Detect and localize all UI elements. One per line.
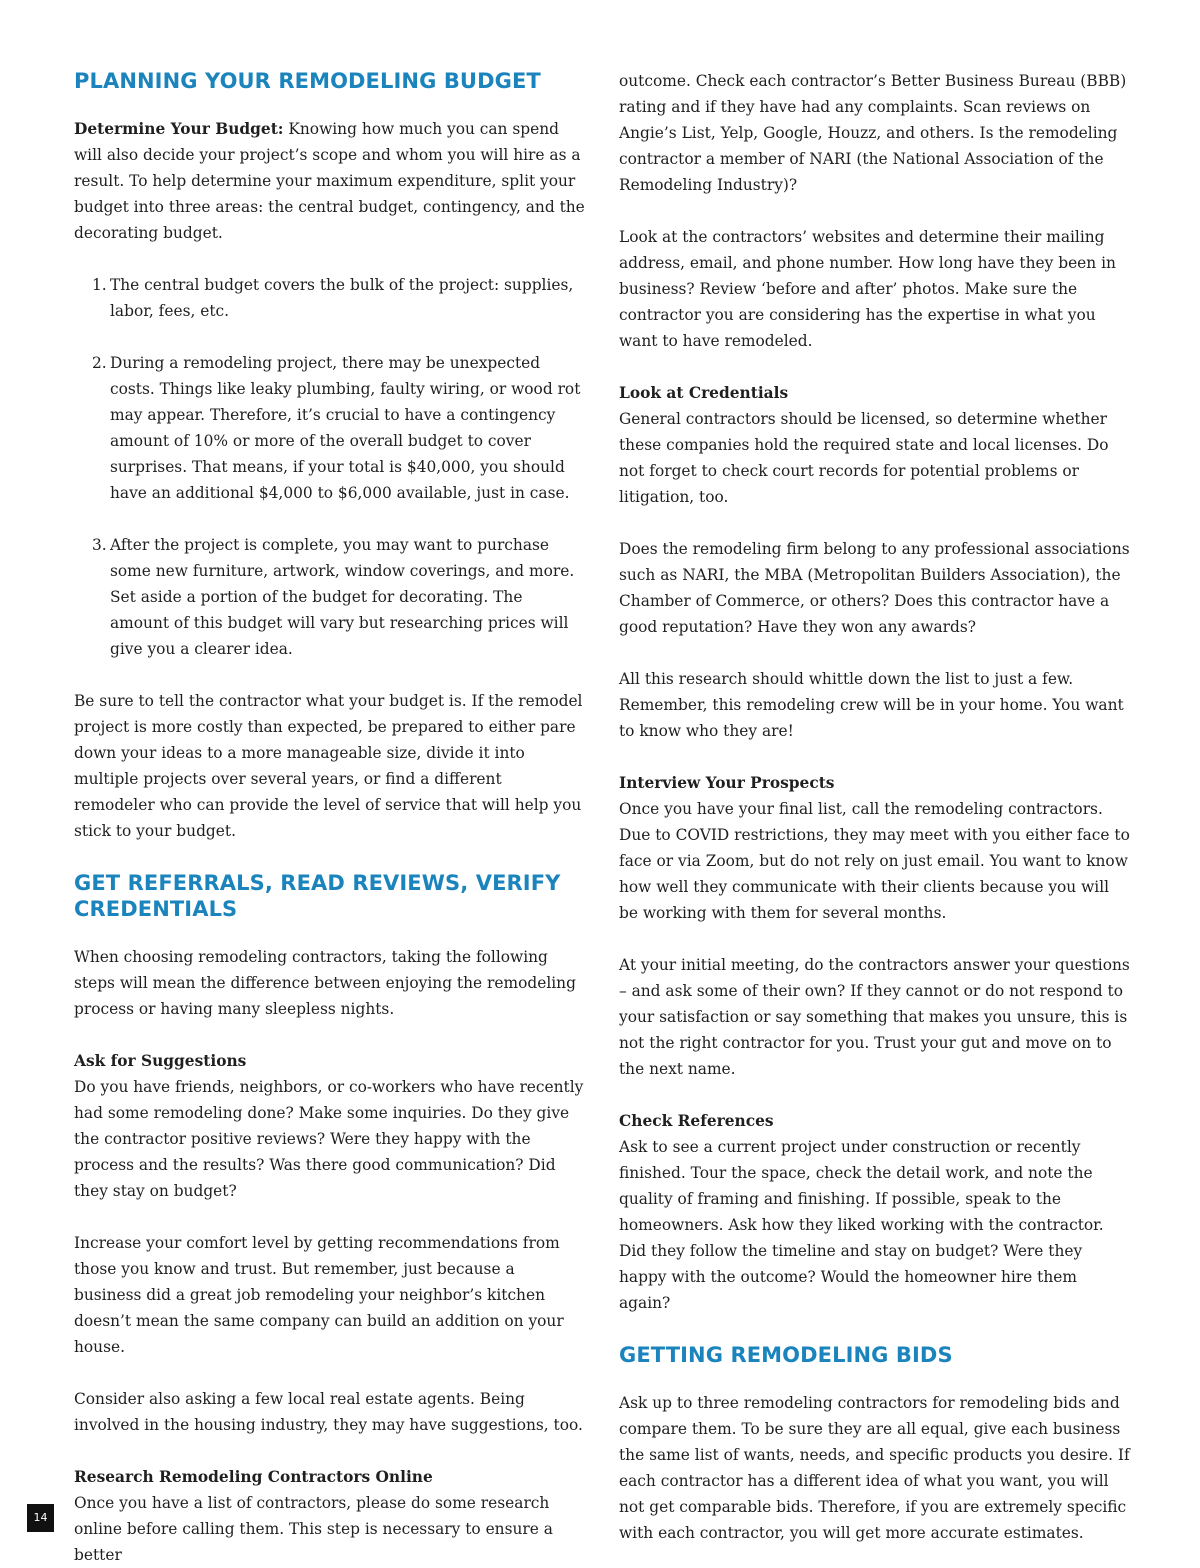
list-item-text: The central budget covers the bulk of the project: supplies, labor, fees, etc.	[110, 276, 574, 320]
heading-bids: GETTING REMODELING BIDS	[619, 1343, 953, 1367]
page-number: 14	[27, 1504, 54, 1532]
research-online-text: Once you have a list of contractors, please do some research online before calling them. This step is necessary to ensure a better	[74, 1494, 553, 1564]
list-item-text: After the project is complete, you may want to purchase some new furniture, artwork, window coverings, and more. Set aside a portion of the budget for decorating. The amount of this budget will vary but researching prices will give you a clearer idea.	[110, 536, 575, 658]
references-title: Check References	[619, 1112, 774, 1130]
websites-paragraph: Look at the contractors’ websites and determine their mailing address, email, and phone number. How long have they been in business? Review ‘before and after’ photos. Make sure the contractor you are considering has the expertise in what you want to have remodeled.	[619, 228, 1116, 350]
list-item-number: 2.	[92, 354, 107, 372]
bids-paragraph: Ask up to three remodeling contractors for remodeling bids and compare them. To be sure they are all equal, give each business the same list of wants, needs, and specific products you desire. If each contractor has a different idea of what you want, you will not get comparable bids. Therefore, if you are extremely specific with each contractor, you will get more accurate estimates.	[619, 1394, 1130, 1542]
left-column	[74, 68, 586, 1568]
credentials-title: Look at Credentials	[619, 384, 789, 402]
comfort-paragraph: Increase your comfort level by getting recommendations from those you know and trust. But remember, just because a business did a great job remodeling your neighbor’s kitchen doesn’t mean the same company can build an addition on your house.	[74, 1234, 564, 1356]
initial-meeting-paragraph: At your initial meeting, do the contractors answer your questions – and ask some of their own? If they cannot or do not respond to your satisfaction or say something that makes you unsure, this is not the right contractor for you. Trust your gut and move on to the next name.	[619, 956, 1130, 1078]
heading-planning-budget: PLANNING YOUR REMODELING BUDGET	[74, 69, 541, 93]
research-online-title: Research Remodeling Contractors Online	[74, 1468, 433, 1486]
ask-suggestions-text: Do you have friends, neighbors, or co-workers who have recently had some remodeling done? Make some inquiries. Do they give the contractor positive reviews? Were they happy with the process and the results? Was there good communication? Did they stay on budget?	[74, 1078, 584, 1200]
ask-suggestions-title: Ask for Suggestions	[74, 1052, 247, 1070]
credentials-paragraph	[619, 380, 1131, 510]
heading-referrals: GET REFERRALS, READ REVIEWS, VERIFY CREDENTIALS	[74, 871, 561, 921]
references-text: Ask to see a current project under construction or recently finished. Tour the space, check the detail work, and note the quality of framing and finishing. If possible, speak to the homeowners. Ask how they liked working with the contractor. Did they follow the timeline and stay on budget? Were they happy with the outcome? Would the homeowner hire them again?	[619, 1138, 1104, 1312]
interview-title: Interview Your Prospects	[619, 774, 835, 792]
determine-budget-paragraph	[74, 116, 586, 246]
interview-paragraph	[619, 770, 1131, 926]
ask-suggestions-paragraph	[74, 1048, 586, 1204]
tell-contractor-paragraph: Be sure to tell the contractor what your budget is. If the remodel project is more costly than expected, be prepared to either pare down your ideas to a more manageable size, divide it into multiple projects over several years, or find a different remodeler who can provide the level of service that will help you stick to your budget.	[74, 692, 583, 840]
research-online-paragraph	[74, 1464, 586, 1568]
list-item-number: 3.	[92, 536, 107, 554]
interview-text: Once you have your final list, call the remodeling contractors. Due to COVID restrictions, they may meet with you either face to face or via Zoom, but do not rely on just email. You want to know how well they communicate with their clients because you will be working with them for several months.	[619, 800, 1130, 922]
right-column	[619, 68, 1131, 1546]
list-item-text: During a remodeling project, there may be unexpected costs. Things like leaky plumbing, faulty wiring, or wood rot may appear. Therefore, it’s crucial to have a contingency amount of 10% or more of the overall budget to cover surprises. That means, if your total is $40,000, you should have an additional $4,000 to $6,000 available, just in case.	[110, 354, 581, 502]
associations-paragraph: Does the remodeling firm belong to any professional associations such as NARI, the MBA (Metropolitan Builders Association), the Chamber of Commerce, or others? Does this contractor have a good reputation? Have they won any awards?	[619, 540, 1130, 636]
budget-areas-list	[74, 272, 586, 662]
determine-budget-lead: Determine Your Budget:	[74, 120, 284, 138]
list-item	[74, 350, 586, 506]
agents-paragraph: Consider also asking a few local real estate agents. Being involved in the housing industry, they may have suggestions, too.	[74, 1390, 583, 1434]
credentials-text: General contractors should be licensed, so determine whether these companies hold the required state and local licenses. Do not forget to check court records for potential problems or litigation, too.	[619, 410, 1109, 506]
list-item	[74, 532, 586, 662]
list-item-number: 1.	[92, 276, 107, 294]
list-item	[74, 272, 586, 324]
whittle-paragraph: All this research should whittle down the list to just a few. Remember, this remodeling crew will be in your home. You want to know who they are!	[619, 670, 1124, 740]
continued-paragraph: outcome. Check each contractor’s Better Business Bureau (BBB) rating and if they have had any complaints. Scan reviews on Angie’s List, Yelp, Google, Houzz, and others. Is the remodeling contractor a member of NARI (the National Association of the Remodeling Industry)?	[619, 72, 1127, 194]
determine-budget-text: Knowing how much you can spend will also decide your project’s scope and whom you will hire as a result. To help determine your maximum expenditure, split your budget into three areas: the central budget, contingency, and the decorating budget.	[74, 120, 585, 242]
choosing-paragraph: When choosing remodeling contractors, taking the following steps will mean the difference between enjoying the remodeling process or having many sleepless nights.	[74, 948, 576, 1018]
references-paragraph	[619, 1108, 1131, 1316]
